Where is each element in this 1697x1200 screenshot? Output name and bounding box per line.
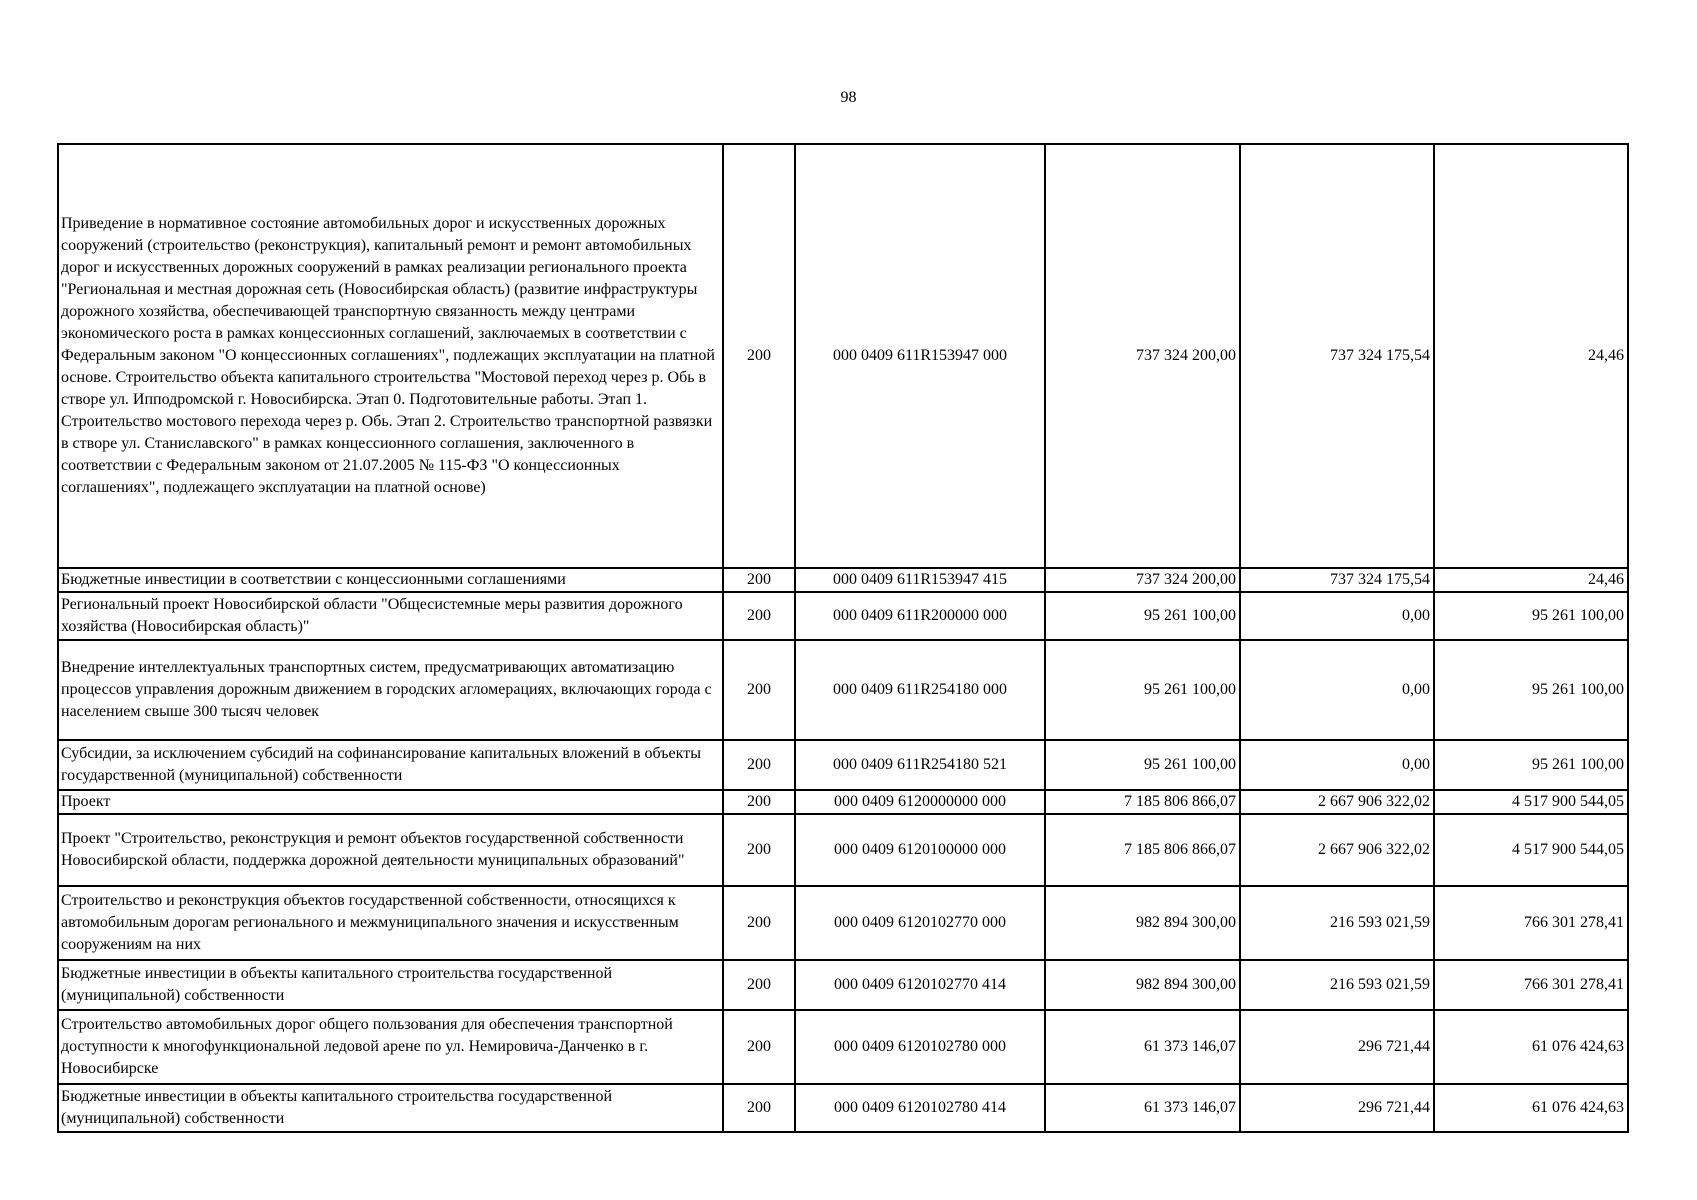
row-actual: 0,00 xyxy=(1240,740,1434,790)
row-actual: 216 593 021,59 xyxy=(1240,886,1434,960)
row-plan: 95 261 100,00 xyxy=(1045,740,1240,790)
row-group: 200 xyxy=(723,790,795,814)
row-code: 000 0409 6120000000 000 xyxy=(795,790,1045,814)
row-group: 200 xyxy=(723,886,795,960)
table-row xyxy=(58,960,1628,1010)
row-remainder: 95 261 100,00 xyxy=(1434,592,1628,640)
row-code: 000 0409 6120102780 414 xyxy=(795,1084,1045,1132)
row-plan: 982 894 300,00 xyxy=(1045,886,1240,960)
row-group: 200 xyxy=(723,144,795,568)
row-group: 200 xyxy=(723,814,795,886)
row-plan: 737 324 200,00 xyxy=(1045,568,1240,592)
row-plan: 61 373 146,07 xyxy=(1045,1084,1240,1132)
row-remainder: 61 076 424,63 xyxy=(1434,1010,1628,1084)
row-actual: 296 721,44 xyxy=(1240,1084,1434,1132)
row-plan: 7 185 806 866,07 xyxy=(1045,790,1240,814)
row-name: Строительство и реконструкция объектов государственной собственности, относящихся к автомобильным дорогам регионального и межмуниципального значения и искусственным сооружениям на них xyxy=(58,886,723,960)
table-row xyxy=(58,886,1628,960)
row-name: Внедрение интеллектуальных транспортных систем, предусматривающих автоматизацию процессов управления дорожным движением в городских агломерациях, включающих города с населением свыше 300 тысяч человек xyxy=(58,640,723,740)
row-code: 000 0409 611R153947 415 xyxy=(795,568,1045,592)
table-row xyxy=(58,790,1628,814)
row-code: 000 0409 6120102770 000 xyxy=(795,886,1045,960)
row-group: 200 xyxy=(723,592,795,640)
row-remainder: 4 517 900 544,05 xyxy=(1434,790,1628,814)
row-group: 200 xyxy=(723,740,795,790)
row-actual: 737 324 175,54 xyxy=(1240,144,1434,568)
row-remainder: 766 301 278,41 xyxy=(1434,960,1628,1010)
row-actual: 737 324 175,54 xyxy=(1240,568,1434,592)
row-remainder: 766 301 278,41 xyxy=(1434,886,1628,960)
row-code: 000 0409 611R200000 000 xyxy=(795,592,1045,640)
row-remainder: 61 076 424,63 xyxy=(1434,1084,1628,1132)
row-code: 000 0409 611R254180 000 xyxy=(795,640,1045,740)
table-row xyxy=(58,814,1628,886)
row-name: Проект xyxy=(58,790,723,814)
row-actual: 0,00 xyxy=(1240,640,1434,740)
row-plan: 61 373 146,07 xyxy=(1045,1010,1240,1084)
row-plan: 7 185 806 866,07 xyxy=(1045,814,1240,886)
row-name: Субсидии, за исключением субсидий на софинансирование капитальных вложений в объекты государственной (муниципальной) собственности xyxy=(58,740,723,790)
row-actual: 2 667 906 322,02 xyxy=(1240,790,1434,814)
row-plan: 737 324 200,00 xyxy=(1045,144,1240,568)
row-remainder: 24,46 xyxy=(1434,568,1628,592)
row-group: 200 xyxy=(723,640,795,740)
table-row xyxy=(58,592,1628,640)
row-name: Бюджетные инвестиции в объекты капитального строительства государственной (муниципальной) собственности xyxy=(58,1084,723,1132)
row-name: Проект "Строительство, реконструкция и ремонт объектов государственной собственности Новосибирской области, поддержка дорожной деятельности муниципальных образований" xyxy=(58,814,723,886)
row-plan: 95 261 100,00 xyxy=(1045,592,1240,640)
row-name: Строительство автомобильных дорог общего пользования для обеспечения транспортной доступности к многофункциональной ледовой арене по ул. Немировича-Данченко в г. Новосибирске xyxy=(58,1010,723,1084)
row-code: 000 0409 611R153947 000 xyxy=(795,144,1045,568)
budget-table xyxy=(57,143,1629,1133)
row-name: Региональный проект Новосибирской области "Общесистемные меры развития дорожного хозяйства (Новосибирская область)" xyxy=(58,592,723,640)
table-row xyxy=(58,568,1628,592)
row-code: 000 0409 611R254180 521 xyxy=(795,740,1045,790)
table-row xyxy=(58,1084,1628,1132)
table-row xyxy=(58,640,1628,740)
table-row xyxy=(58,144,1628,568)
row-actual: 216 593 021,59 xyxy=(1240,960,1434,1010)
table-row xyxy=(58,740,1628,790)
row-group: 200 xyxy=(723,1010,795,1084)
row-code: 000 0409 6120102780 000 xyxy=(795,1010,1045,1084)
row-group: 200 xyxy=(723,960,795,1010)
table-row xyxy=(58,1010,1628,1084)
row-name: Приведение в нормативное состояние автомобильных дорог и искусственных дорожных сооружений (строительство (реконструкция), капитальный ремонт и ремонт автомобильных дорог и искусственных дорожных сооружений в рамках реализации регионального проекта "Региональная и местная дорожная сеть (Новосибирская область) (развитие инфраструктуры дорожного хозяйства, обеспечивающей транспортную связанность между центрами экономического роста в рамках концессионных соглашений, заключаемых в соответствии с Федеральным законом "О концессионных соглашениях", подлежащих эксплуатации на платной основе. Строительство объекта капитального строительства "Мостовой переход через р. Обь в створе ул. Ипподромской г. Новосибирска. Этап 0. Подготовительные работы. Этап 1. Строительство мостового перехода через р. Обь. Этап 2. Строительство транспортной развязки в створе ул. Станиславского" в рамках концессионного соглашения, заключенного в соответствии с Федеральным законом от 21.07.2005 № 115-ФЗ "О концессионных соглашениях", подлежащего эксплуатации на платной основе) xyxy=(58,144,723,568)
row-actual: 296 721,44 xyxy=(1240,1010,1434,1084)
row-group: 200 xyxy=(723,1084,795,1132)
row-code: 000 0409 6120102770 414 xyxy=(795,960,1045,1010)
row-code: 000 0409 6120100000 000 xyxy=(795,814,1045,886)
page-number: 98 xyxy=(840,89,857,106)
row-plan: 95 261 100,00 xyxy=(1045,640,1240,740)
row-actual: 0,00 xyxy=(1240,592,1434,640)
row-remainder: 95 261 100,00 xyxy=(1434,740,1628,790)
row-remainder: 24,46 xyxy=(1434,144,1628,568)
row-group: 200 xyxy=(723,568,795,592)
row-actual: 2 667 906 322,02 xyxy=(1240,814,1434,886)
row-name: Бюджетные инвестиции в соответствии с концессионными соглашениями xyxy=(58,568,723,592)
row-name: Бюджетные инвестиции в объекты капитального строительства государственной (муниципальной) собственности xyxy=(58,960,723,1010)
row-remainder: 4 517 900 544,05 xyxy=(1434,814,1628,886)
row-remainder: 95 261 100,00 xyxy=(1434,640,1628,740)
row-plan: 982 894 300,00 xyxy=(1045,960,1240,1010)
